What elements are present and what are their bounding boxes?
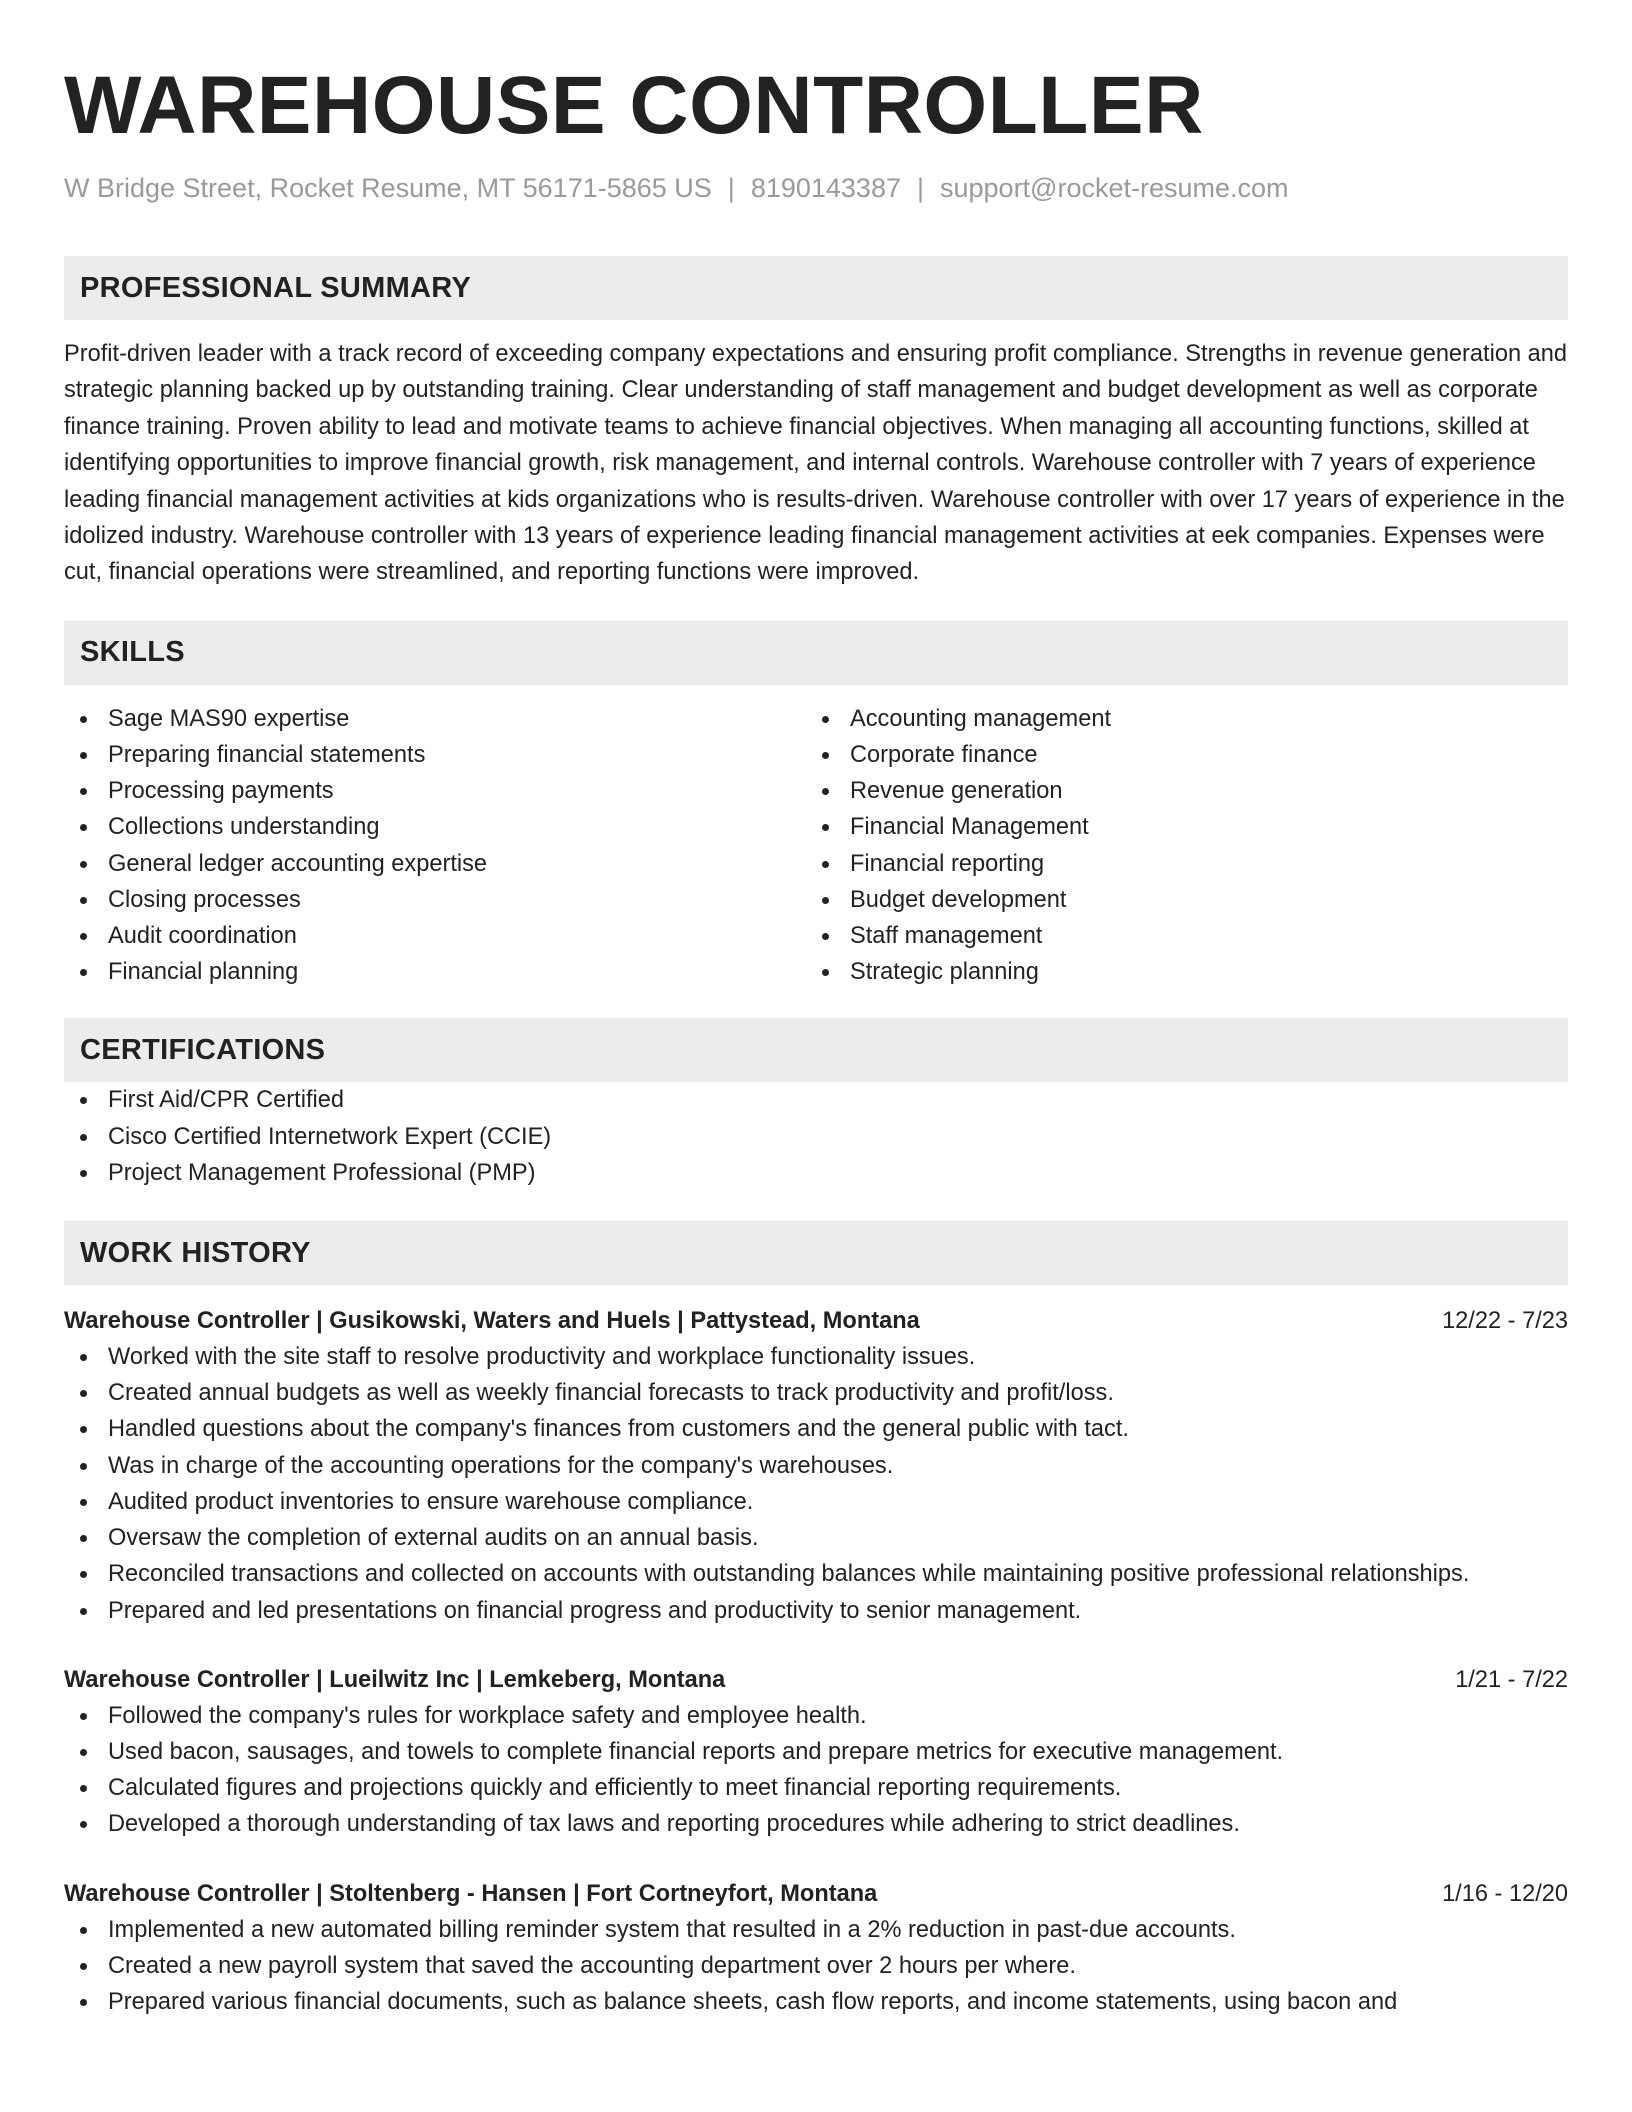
job-header xyxy=(64,1303,1568,1339)
skill-item: Sage MAS90 expertise xyxy=(64,701,806,737)
section-heading-work-history: WORK HISTORY xyxy=(64,1221,1568,1285)
skill-item: General ledger accounting expertise xyxy=(64,846,806,882)
certification-item: First Aid/CPR Certified xyxy=(64,1082,1568,1118)
job-bullet: Prepared and led presentations on financial progress and productivity to senior management. xyxy=(64,1593,1568,1629)
skill-item: Corporate finance xyxy=(806,737,1548,773)
job-bullet: Worked with the site staff to resolve productivity and workplace functionality issues. xyxy=(64,1339,1568,1375)
job-entry xyxy=(64,1662,1568,1843)
job-header xyxy=(64,1876,1568,1912)
contact-separator: | xyxy=(916,173,924,203)
skill-item: Accounting management xyxy=(806,701,1548,737)
section-heading-skills: SKILLS xyxy=(64,621,1568,685)
job-bullet: Used bacon, sausages, and towels to complete financial reports and prepare metrics for executive management. xyxy=(64,1734,1568,1770)
skills-column-left xyxy=(64,701,806,991)
skill-item: Staff management xyxy=(806,918,1548,954)
job-bullet: Reconciled transactions and collected on accounts with outstanding balances while maintaining positive professional relationships. xyxy=(64,1556,1568,1592)
job-header xyxy=(64,1662,1568,1698)
summary-text: Profit-driven leader with a track record of exceeding company expectations and ensuring profit compliance. Strengths in revenue generation and strategic planning backed up by outstanding training. Clear understanding of staff management and budget development as well as corporate finance training. Proven ability to lead and motivate teams to achieve financial objectives. When managing all accounting functions, skilled at identifying opportunities to improve financial growth, risk management, and internal controls. Warehouse controller with 7 years of experience leading financial management activities at kids organizations who is results-driven. Warehouse controller with over 17 years of experience in the idolized industry. Warehouse controller with 13 years of experience leading financial management activities at eek companies. Expenses were cut, financial operations were streamlined, and reporting functions were improved. xyxy=(64,341,1567,586)
skill-item: Revenue generation xyxy=(806,773,1548,809)
certification-item: Cisco Certified Internetwork Expert (CCIE) xyxy=(64,1119,1568,1155)
job-bullet: Implemented a new automated billing reminder system that resulted in a 2% reduction in past-due accounts. xyxy=(64,1912,1568,1948)
job-entry xyxy=(64,1876,1568,2021)
job-entry xyxy=(64,1303,1568,1629)
job-dates: 1/21 - 7/22 xyxy=(1455,1666,1568,1693)
section-heading-certifications: CERTIFICATIONS xyxy=(64,1018,1568,1082)
skill-item: Audit coordination xyxy=(64,918,806,954)
skill-item: Processing payments xyxy=(64,773,806,809)
job-title: Warehouse Controller | Lueilwitz Inc | Lemkeberg, Montana xyxy=(64,1666,726,1693)
skill-item: Strategic planning xyxy=(806,954,1548,990)
job-title: Warehouse Controller | Gusikowski, Waters and Huels | Pattystead, Montana xyxy=(64,1308,920,1335)
skill-item: Collections understanding xyxy=(64,809,806,845)
job-bullet-list xyxy=(64,1698,1568,1843)
job-bullet: Was in charge of the accounting operations for the company's warehouses. xyxy=(64,1448,1568,1484)
skills-column-right xyxy=(806,701,1548,991)
job-bullet: Prepared various financial documents, such as balance sheets, cash flow reports, and income statements, using bacon and xyxy=(64,1984,1568,2020)
skill-item: Budget development xyxy=(806,882,1548,918)
skills-list xyxy=(64,701,1568,991)
contact-email: support@rocket-resume.com xyxy=(940,173,1289,203)
job-bullet-list xyxy=(64,1912,1568,2021)
job-bullet: Oversaw the completion of external audits on an annual basis. xyxy=(64,1520,1568,1556)
section-heading-summary: PROFESSIONAL SUMMARY xyxy=(64,256,1568,320)
certifications-list xyxy=(64,1082,1568,1191)
skill-item: Financial planning xyxy=(64,954,806,990)
job-dates: 12/22 - 7/23 xyxy=(1442,1308,1568,1335)
resume-name: WAREHOUSE CONTROLLER xyxy=(64,60,1204,151)
job-bullet: Calculated figures and projections quickly and efficiently to meet financial reporting requirements. xyxy=(64,1770,1568,1806)
skill-item: Preparing financial statements xyxy=(64,737,806,773)
job-bullet-list xyxy=(64,1339,1568,1629)
job-bullet: Developed a thorough understanding of tax laws and reporting procedures while adhering to strict deadlines. xyxy=(64,1806,1568,1842)
contact-phone: 8190143387 xyxy=(750,173,901,203)
contact-separator: | xyxy=(727,173,735,203)
job-bullet: Handled questions about the company's finances from customers and the general public with tact. xyxy=(64,1411,1568,1447)
certification-item: Project Management Professional (PMP) xyxy=(64,1155,1568,1191)
job-bullet: Audited product inventories to ensure warehouse compliance. xyxy=(64,1484,1568,1520)
contact-line xyxy=(64,170,1568,206)
skill-item: Financial Management xyxy=(806,809,1548,845)
job-bullet: Created annual budgets as well as weekly financial forecasts to track productivity and profit/loss. xyxy=(64,1375,1568,1411)
skill-item: Financial reporting xyxy=(806,846,1548,882)
skill-item: Closing processes xyxy=(64,882,806,918)
job-dates: 1/16 - 12/20 xyxy=(1442,1880,1568,1907)
job-bullet: Created a new payroll system that saved the accounting department over 2 hours per where. xyxy=(64,1948,1568,1984)
job-bullet: Followed the company's rules for workplace safety and employee health. xyxy=(64,1698,1568,1734)
job-title: Warehouse Controller | Stoltenberg - Hansen | Fort Cortneyfort, Montana xyxy=(64,1880,878,1907)
contact-address: W Bridge Street, Rocket Resume, MT 56171-5865 US xyxy=(64,173,712,203)
